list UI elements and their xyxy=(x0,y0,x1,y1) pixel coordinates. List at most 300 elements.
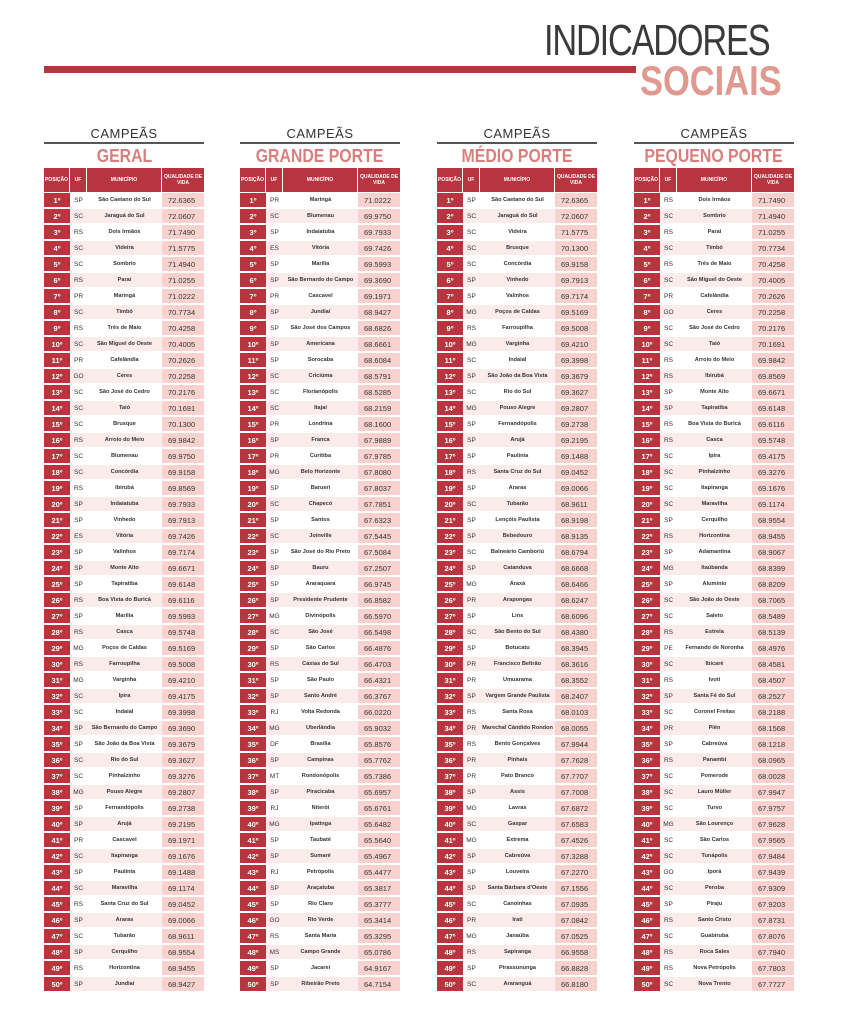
cell-position: 45º xyxy=(240,897,266,912)
cell-quality: 68.0103 xyxy=(555,705,597,720)
table-row xyxy=(634,609,794,625)
cell-quality: 68.4976 xyxy=(752,641,794,656)
cell-municipio: Pinhais xyxy=(480,753,555,768)
table-row xyxy=(44,337,204,353)
cell-municipio: Santa Cruz do Sul xyxy=(87,897,162,912)
cell-uf: RS xyxy=(463,321,480,336)
cell-municipio: Fernando de Noronha xyxy=(677,641,752,656)
cell-position: 9º xyxy=(634,321,660,336)
cell-municipio: Cabreúva xyxy=(677,737,752,752)
cell-uf: SP xyxy=(463,785,480,800)
cell-uf: RS xyxy=(660,417,677,432)
cell-municipio: São Carlos xyxy=(677,833,752,848)
cell-municipio: Nova Trento xyxy=(677,977,752,992)
table-row xyxy=(240,641,400,657)
cell-uf: SP xyxy=(266,785,283,800)
table-row xyxy=(44,369,204,385)
cell-quality: 67.9309 xyxy=(752,881,794,896)
table-row xyxy=(44,737,204,753)
cell-position: 39º xyxy=(634,801,660,816)
cell-municipio: Balneário Camboriú xyxy=(480,545,555,560)
cell-uf: SC xyxy=(660,929,677,944)
cell-quality: 67.9484 xyxy=(752,849,794,864)
cell-uf: SP xyxy=(463,449,480,464)
table-title: GERAL xyxy=(96,146,152,166)
cell-municipio: Pirassununga xyxy=(480,961,555,976)
cell-uf: PR xyxy=(266,417,283,432)
cell-quality: 69.9158 xyxy=(555,257,597,272)
cell-quality: 68.0965 xyxy=(752,753,794,768)
cell-position: 31º xyxy=(634,673,660,688)
cell-quality: 68.1600 xyxy=(358,417,400,432)
cell-position: 22º xyxy=(634,529,660,544)
cell-uf: SP xyxy=(70,721,87,736)
table-row xyxy=(240,849,400,865)
cell-quality: 67.8076 xyxy=(752,929,794,944)
cell-municipio: Extrema xyxy=(480,833,555,848)
table-row xyxy=(240,881,400,897)
cell-quality: 69.6148 xyxy=(162,577,204,592)
cell-municipio: Timbó xyxy=(87,305,162,320)
cell-municipio: Ibirubá xyxy=(87,481,162,496)
cell-municipio: Joinville xyxy=(283,529,358,544)
cell-municipio: São José do Cedro xyxy=(677,321,752,336)
cell-uf: SC xyxy=(70,417,87,432)
cell-quality: 70.1300 xyxy=(555,241,597,256)
cell-uf: SP xyxy=(266,353,283,368)
table-row xyxy=(634,721,794,737)
cell-quality: 66.8180 xyxy=(555,977,597,992)
cell-municipio: Lençóis Paulista xyxy=(480,513,555,528)
cell-quality: 68.5285 xyxy=(358,385,400,400)
cell-position: 17º xyxy=(634,449,660,464)
table-row xyxy=(240,193,400,209)
cell-quality: 69.7426 xyxy=(162,529,204,544)
cell-uf: SP xyxy=(266,577,283,592)
cell-position: 7º xyxy=(44,289,70,304)
table-row xyxy=(634,385,794,401)
cell-uf: RS xyxy=(70,225,87,240)
cell-quality: 71.7490 xyxy=(752,193,794,208)
table-row xyxy=(437,209,597,225)
cell-quality: 70.7734 xyxy=(162,305,204,320)
cell-position: 1º xyxy=(437,193,463,208)
table-row xyxy=(44,593,204,609)
cell-uf: SP xyxy=(463,481,480,496)
cell-quality: 71.7490 xyxy=(162,225,204,240)
cell-uf: GO xyxy=(660,305,677,320)
cell-position: 40º xyxy=(634,817,660,832)
cell-uf: SC xyxy=(660,849,677,864)
cell-uf: RS xyxy=(463,945,480,960)
cell-position: 11º xyxy=(240,353,266,368)
cell-position: 44º xyxy=(240,881,266,896)
cell-municipio: Araras xyxy=(87,913,162,928)
cell-position: 22º xyxy=(44,529,70,544)
col-header-uf: UF xyxy=(70,168,87,192)
table-row xyxy=(44,625,204,641)
cell-uf: SC xyxy=(660,209,677,224)
cell-quality: 65.4477 xyxy=(358,865,400,880)
table-row xyxy=(44,865,204,881)
cell-uf: SC xyxy=(70,337,87,352)
cell-uf: SC xyxy=(463,897,480,912)
cell-position: 25º xyxy=(240,577,266,592)
cell-quality: 69.7913 xyxy=(555,273,597,288)
cell-uf: SP xyxy=(70,513,87,528)
cell-quality: 65.7386 xyxy=(358,769,400,784)
cell-uf: SP xyxy=(70,865,87,880)
cell-uf: RJ xyxy=(266,705,283,720)
cell-position: 2º xyxy=(437,209,463,224)
col-header-position: POSIÇÃO xyxy=(634,168,660,192)
cell-uf: SC xyxy=(70,705,87,720)
cell-uf: SP xyxy=(266,897,283,912)
cell-municipio: Bento Gonçalves xyxy=(480,737,555,752)
cell-position: 25º xyxy=(44,577,70,592)
cell-uf: SP xyxy=(660,737,677,752)
cell-quality: 68.9455 xyxy=(162,961,204,976)
cell-position: 20º xyxy=(437,497,463,512)
table-row xyxy=(240,705,400,721)
cell-uf: SC xyxy=(463,977,480,992)
table-row xyxy=(240,865,400,881)
cell-quality: 67.5445 xyxy=(358,529,400,544)
cell-position: 48º xyxy=(437,945,463,960)
table-row xyxy=(240,545,400,561)
cell-municipio: São Paulo xyxy=(283,673,358,688)
cell-position: 46º xyxy=(634,913,660,928)
table-row xyxy=(44,961,204,977)
table-row xyxy=(240,513,400,529)
table-row xyxy=(44,273,204,289)
cell-municipio: Chapecó xyxy=(283,497,358,512)
cell-position: 4º xyxy=(437,241,463,256)
cell-municipio: São João da Boa Vista xyxy=(480,369,555,384)
cell-quality: 72.6365 xyxy=(162,193,204,208)
cell-municipio: Araxá xyxy=(480,577,555,592)
table-row xyxy=(437,881,597,897)
table-row xyxy=(44,897,204,913)
cell-quality: 69.3998 xyxy=(162,705,204,720)
cell-municipio: Cerquilho xyxy=(677,513,752,528)
cell-position: 26º xyxy=(634,593,660,608)
cell-quality: 69.2195 xyxy=(162,817,204,832)
cell-municipio: Maringá xyxy=(283,193,358,208)
cell-municipio: São Carlos xyxy=(283,641,358,656)
cell-position: 14º xyxy=(44,401,70,416)
table-row xyxy=(634,945,794,961)
cell-quality: 69.2807 xyxy=(555,401,597,416)
cell-uf: SP xyxy=(463,529,480,544)
cell-position: 16º xyxy=(240,433,266,448)
cell-uf: RS xyxy=(660,369,677,384)
table-row xyxy=(240,945,400,961)
cell-municipio: Marechal Cândido Rondon xyxy=(480,721,555,736)
cell-uf: MS xyxy=(266,945,283,960)
cell-quality: 68.8209 xyxy=(752,577,794,592)
cell-municipio: Maravilha xyxy=(677,497,752,512)
col-header-position: POSIÇÃO xyxy=(437,168,463,192)
cell-uf: SP xyxy=(660,689,677,704)
table-row xyxy=(634,625,794,641)
cell-position: 42º xyxy=(240,849,266,864)
col-header-municipio: MUNICÍPIO xyxy=(283,168,358,192)
table-row xyxy=(44,513,204,529)
cell-position: 41º xyxy=(240,833,266,848)
cell-position: 34º xyxy=(240,721,266,736)
cell-municipio: Pinhalzinho xyxy=(677,465,752,480)
cell-municipio: São Caetano do Sul xyxy=(87,193,162,208)
cell-position: 13º xyxy=(44,385,70,400)
cell-uf: SC xyxy=(70,881,87,896)
cell-quality: 68.6466 xyxy=(555,577,597,592)
table-row xyxy=(240,737,400,753)
table-row xyxy=(437,913,597,929)
cell-quality: 67.7727 xyxy=(752,977,794,992)
cell-municipio: Gaspar xyxy=(480,817,555,832)
cell-uf: SP xyxy=(463,369,480,384)
cell-position: 28º xyxy=(240,625,266,640)
cell-uf: SP xyxy=(463,865,480,880)
cell-position: 10º xyxy=(634,337,660,352)
col-header-municipio: MUNICÍPIO xyxy=(677,168,752,192)
cell-municipio: Arujá xyxy=(480,433,555,448)
cell-municipio: Pinhalzinho xyxy=(87,769,162,784)
cell-quality: 69.1676 xyxy=(162,849,204,864)
cell-municipio: São Miguel do Oeste xyxy=(87,337,162,352)
table-row xyxy=(240,673,400,689)
cell-municipio: Cabreúva xyxy=(480,849,555,864)
cell-quality: 70.2176 xyxy=(162,385,204,400)
cell-uf: RS xyxy=(70,657,87,672)
cell-uf: SP xyxy=(266,321,283,336)
cell-uf: MG xyxy=(70,673,87,688)
cell-uf: SP xyxy=(463,849,480,864)
cell-uf: PR xyxy=(266,449,283,464)
cell-position: 15º xyxy=(634,417,660,432)
table-row xyxy=(437,657,597,673)
cell-municipio: Franca xyxy=(283,433,358,448)
cell-uf: SC xyxy=(70,769,87,784)
cell-uf: RS xyxy=(266,657,283,672)
cell-uf: SC xyxy=(70,449,87,464)
cell-quality: 69.7174 xyxy=(555,289,597,304)
table-row xyxy=(437,753,597,769)
table-row xyxy=(634,289,794,305)
cell-municipio: Ivoti xyxy=(677,673,752,688)
cell-position: 38º xyxy=(437,785,463,800)
cell-position: 33º xyxy=(634,705,660,720)
table-row xyxy=(44,753,204,769)
cell-position: 32º xyxy=(240,689,266,704)
cell-uf: SC xyxy=(70,401,87,416)
cell-uf: SC xyxy=(463,225,480,240)
table-row xyxy=(437,865,597,881)
cell-uf: SP xyxy=(70,945,87,960)
table-row xyxy=(634,689,794,705)
cell-position: 9º xyxy=(240,321,266,336)
cell-uf: SP xyxy=(266,849,283,864)
cell-municipio: Piên xyxy=(677,721,752,736)
cell-position: 16º xyxy=(44,433,70,448)
cell-municipio: Santo André xyxy=(283,689,358,704)
cell-quality: 69.7426 xyxy=(358,241,400,256)
cell-quality: 72.0607 xyxy=(162,209,204,224)
cell-position: 11º xyxy=(437,353,463,368)
table-row xyxy=(634,801,794,817)
cell-quality: 68.2527 xyxy=(752,689,794,704)
cell-quality: 67.0935 xyxy=(555,897,597,912)
cell-uf: SC xyxy=(70,929,87,944)
cell-quality: 65.3295 xyxy=(358,929,400,944)
cell-position: 14º xyxy=(634,401,660,416)
cell-uf: PR xyxy=(463,769,480,784)
col-header-quality: QUALIDADE DE VIDA xyxy=(359,174,399,186)
cell-uf: SC xyxy=(660,657,677,672)
cell-position: 3º xyxy=(44,225,70,240)
cell-municipio: Jundiaí xyxy=(87,977,162,992)
cell-uf: SP xyxy=(70,609,87,624)
cell-uf: SP xyxy=(463,289,480,304)
cell-uf: ES xyxy=(266,241,283,256)
cell-position: 22º xyxy=(240,529,266,544)
cell-position: 13º xyxy=(240,385,266,400)
cell-uf: PR xyxy=(70,289,87,304)
cell-uf: RS xyxy=(660,945,677,960)
table-row xyxy=(44,225,204,241)
cell-position: 7º xyxy=(634,289,660,304)
cell-quality: 67.5084 xyxy=(358,545,400,560)
cell-uf: RS xyxy=(660,193,677,208)
cell-position: 9º xyxy=(437,321,463,336)
table-row xyxy=(437,417,597,433)
cell-municipio: Barueri xyxy=(283,481,358,496)
cell-quality: 69.9842 xyxy=(752,353,794,368)
cell-uf: RS xyxy=(660,433,677,448)
cell-position: 10º xyxy=(437,337,463,352)
cell-quality: 70.4258 xyxy=(162,321,204,336)
cell-uf: SC xyxy=(660,785,677,800)
cell-position: 49º xyxy=(634,961,660,976)
cell-quality: 69.0452 xyxy=(555,465,597,480)
table-row xyxy=(44,609,204,625)
cell-quality: 68.9554 xyxy=(752,513,794,528)
col-header-position: POSIÇÃO xyxy=(240,168,266,192)
cell-uf: SP xyxy=(463,961,480,976)
cell-position: 25º xyxy=(634,577,660,592)
cell-quality: 68.9067 xyxy=(752,545,794,560)
cell-municipio: Cascavel xyxy=(283,289,358,304)
cell-uf: GO xyxy=(660,865,677,880)
cell-quality: 68.0028 xyxy=(752,769,794,784)
table-row xyxy=(634,817,794,833)
header-bar xyxy=(44,66,636,73)
cell-municipio: Presidente Prudente xyxy=(283,593,358,608)
cell-municipio: Arroio do Meio xyxy=(677,353,752,368)
cell-municipio: Adamantina xyxy=(677,545,752,560)
cell-quality: 68.5489 xyxy=(752,609,794,624)
table-row xyxy=(44,465,204,481)
table-row xyxy=(240,577,400,593)
cell-position: 15º xyxy=(240,417,266,432)
cell-quality: 68.8399 xyxy=(752,561,794,576)
cell-uf: SP xyxy=(266,273,283,288)
table-row xyxy=(437,529,597,545)
cell-municipio: Tunápolis xyxy=(677,849,752,864)
cell-municipio: Santa Fé do Sul xyxy=(677,689,752,704)
cell-position: 49º xyxy=(240,961,266,976)
cell-position: 17º xyxy=(437,449,463,464)
cell-municipio: Maringá xyxy=(87,289,162,304)
table-row xyxy=(44,289,204,305)
table-row xyxy=(634,881,794,897)
cell-position: 3º xyxy=(437,225,463,240)
table-row xyxy=(240,449,400,465)
cell-quality: 69.3998 xyxy=(555,353,597,368)
table-row xyxy=(44,785,204,801)
cell-uf: PR xyxy=(463,593,480,608)
table-row xyxy=(437,289,597,305)
cell-quality: 68.5791 xyxy=(358,369,400,384)
table-row xyxy=(240,929,400,945)
cell-quality: 69.5008 xyxy=(555,321,597,336)
cell-quality: 69.1174 xyxy=(752,497,794,512)
table-row xyxy=(437,609,597,625)
cell-quality: 67.3288 xyxy=(555,849,597,864)
table-row xyxy=(240,913,400,929)
cell-municipio: Horizontina xyxy=(677,529,752,544)
cell-quality: 65.3777 xyxy=(358,897,400,912)
cell-quality: 69.1971 xyxy=(162,833,204,848)
cell-municipio: Paraí xyxy=(87,273,162,288)
cell-position: 21º xyxy=(44,513,70,528)
cell-municipio: Ipatinga xyxy=(283,817,358,832)
table-row xyxy=(240,385,400,401)
table-row xyxy=(44,881,204,897)
cell-uf: RS xyxy=(660,961,677,976)
cell-quality: 67.6583 xyxy=(555,817,597,832)
cell-position: 43º xyxy=(437,865,463,880)
cell-quality: 69.8569 xyxy=(162,481,204,496)
cell-municipio: São Bernardo do Campo xyxy=(87,721,162,736)
cell-position: 23º xyxy=(634,545,660,560)
cell-uf: SP xyxy=(463,609,480,624)
cell-quality: 68.6096 xyxy=(555,609,597,624)
cell-quality: 68.9611 xyxy=(162,929,204,944)
table-row xyxy=(437,689,597,705)
cell-municipio: Ceres xyxy=(87,369,162,384)
cell-uf: SC xyxy=(660,241,677,256)
cell-municipio: Valinhos xyxy=(480,289,555,304)
cell-uf: SC xyxy=(463,257,480,272)
cell-uf: SC xyxy=(463,241,480,256)
table-row xyxy=(44,977,204,993)
cell-position: 39º xyxy=(437,801,463,816)
cell-uf: SC xyxy=(70,257,87,272)
cell-quality: 69.0066 xyxy=(555,481,597,496)
table-row xyxy=(44,353,204,369)
cell-uf: SC xyxy=(70,209,87,224)
cell-position: 40º xyxy=(437,817,463,832)
cell-position: 1º xyxy=(44,193,70,208)
cell-position: 45º xyxy=(44,897,70,912)
table-row xyxy=(634,209,794,225)
cell-quality: 68.1568 xyxy=(752,721,794,736)
cell-position: 26º xyxy=(437,593,463,608)
table-row xyxy=(437,817,597,833)
table-row xyxy=(437,225,597,241)
